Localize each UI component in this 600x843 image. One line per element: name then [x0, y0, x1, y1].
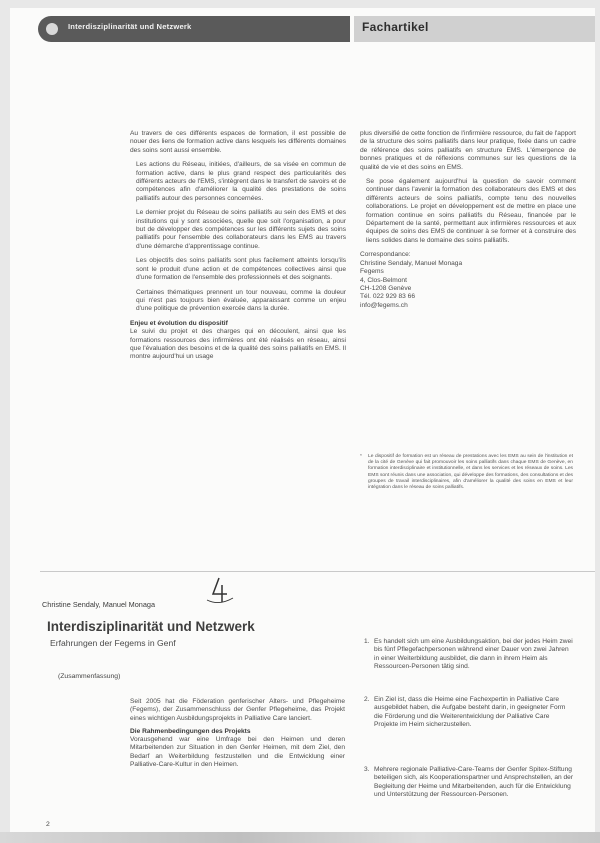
numbered-item [364, 638, 574, 671]
footnote-text: Le dispositif de formation est un réseau de prestations avec les EMS au sein de l'institution et de la cité de Genève qui fait promouvoir les soins palliatifs dans chaque EMS de Genève, en formation interdisciplinaire et institutionnelle, et dans les services et les réseaux de soins. Les EMS sont réunis dans une association, qui développe des formations, des consultations et des groupes de travail interdisciplinaires, afin d'améliorer la qualité des soins en EMS et leur intégration dans le réseau de soins palliatifs. [368, 454, 573, 491]
paragraph: Vorausgehend war eine Umfrage bei den Heimen und deren Mitarbeitenden zur Situation in den Genfer Heimen, mit dem Ziel, den Bedarf an Weiterbildung festzustellen und die Entwicklung einer Palliative-Care-Kultur in den Heimen. [130, 736, 345, 769]
contact-label: Correspondance: [360, 251, 411, 259]
paragraph: Seit 2005 hat die Föderation genferischer Alters- und Pflegeheime (Fegems), der Zusammenschluss der Genfer Pflegeheime, das Projekt eines wichtigen Ausbildungsprojekts in Palliative Care lanciert. [130, 698, 345, 722]
contact-name: Christine Sendaly, Manuel Monaga [360, 259, 463, 267]
footnote: * Le dispositif de formation est un réseau de prestations avec les EMS au sein de l'institution et de la cité de Genève qui fait promouvoir les soins palliatifs dans chaque EMS de Genève, en formation interdisciplinaire et institutionnelle, et dans les services et les réseaux de soins. Les EMS sont réunis dans une association, qui développe des formations, des consultations et des groupes de travail interdisciplinaires, afin d'améliorer la qualité des soins en EMS et leur intégration dans le réseau de soins palliatifs. [360, 454, 573, 491]
paragraph: Certaines thématiques prennent un tour nouveau, comme la douleur qui n'est pas toujours bien évaluée, apparaissant comme un enjeu d'une politique de prévention exercée dans la durée. [136, 288, 346, 313]
paragraph: Au travers de ces différents espaces de formation, il est possible de nouer des liens de formation active dans lesquels les différents domaines des soins sont aussi ensemble. [130, 130, 346, 154]
section-divider [40, 571, 595, 572]
category-label: Fachartikel [362, 20, 429, 34]
item-text: Es handelt sich um eine Ausbildungsaktion, bei der jedes Heim zwei bis fünf Pflegefachpersonen während einer Dauer von zwei Jahren in einer Weiterbildung ausbildet, die dann in ihrem Heim als Ressourcen-Personen tätig sind. [374, 638, 573, 670]
bullet-dot-icon [46, 23, 58, 35]
contact-email: info@fegems.ch [360, 301, 408, 309]
paragraph: Se pose également aujourd'hui la question de savoir comment continuer dans l'avenir la formation des collaborateurs des EMS et des différents acteurs de soins palliatifs, compte tenu des nouvelles collaborations. Le projet en développement est de mettre en place une formation continue en soins palliatifs du Réseau, financée par le Département de la santé, permettant aux infirmières ressources et aux équipes de soins des EMS de continuer à se former et à construire des liens solides dans le domaine des soins palliatifs. [366, 178, 576, 244]
summary-label: (Zusammenfassung) [58, 673, 121, 680]
item-number: 1. [364, 638, 370, 645]
article-title: Interdisziplinarität und Netzwerk [47, 619, 255, 634]
header-bar [10, 16, 595, 44]
page-number: 2 [46, 821, 50, 828]
section-heading: Enjeu et évolution du dispositif [130, 319, 228, 327]
item-number: 2. [364, 696, 370, 703]
item-text: Ein Ziel ist, dass die Heime eine Fachexpertin in Palliative Care ausgebildet haben, die Aufgabe besteht darin, in geeigneter Form die Förderung und die Weiterentwicklung der Palliative Care Projekte im Heim sicherzustellen. [374, 696, 566, 728]
author-line: Christine Sendaly, Manuel Monaga [42, 600, 156, 609]
article-column-left [130, 130, 346, 368]
summary-column-left [130, 698, 345, 774]
paragraph: Les actions du Réseau, initiées, d'ailleurs, de sa visée en commun de formation active, dans le plus grand respect des particularités des différents acteurs de l'EMS, s'intègrent dans le transfert de savoirs et de compétences afin d'améliorer la qualité des prestations de soins palliatifs autour des personnes concernées. [136, 161, 346, 202]
contact-phone: Tél. 022 929 83 66 [360, 293, 415, 301]
publication-logo-icon [205, 576, 235, 606]
item-number: 3. [364, 766, 370, 773]
contact-address: 4, Clos-Belmont [360, 276, 407, 284]
paragraph: Les objectifs des soins palliatifs sont plus facilement atteints lorsqu'ils sont le produit d'une action et de compétences collectives ainsi que d'une formation de l'ensemble des professionnels et des soignants. [136, 257, 346, 282]
item-text: Mehrere regionale Palliative-Care-Teams der Genfer Spitex-Stiftung beteiligen sich, als Kooperationspartner und Ansprechstellen, an der Begleitung der Heime und Mitarbeitenden, auch für die Entwicklung und Unterstützung der Ressourcen-Personen. [374, 766, 574, 798]
paragraph: Le dernier projet du Réseau de soins palliatifs au sein des EMS et des institutions qui y sont associées, quelle que soit l'organisation, a pour but de développer des compétences sur les différents sujets des soins palliatifs pour l'ensemble des collaborateurs dans les EMS au travers d'une démarche d'apprentissage continue. [136, 209, 346, 250]
numbered-item [364, 766, 574, 799]
document-page [10, 8, 595, 840]
contact-city: CH-1208 Genève [360, 284, 412, 292]
paragraph: Le suivi du projet et des charges qui en découlent, ainsi que les formations ressources des infirmières ont été réalisés en réseau, ainsi que l'évaluation des besoins et de la qualité des soins palliatifs en EMS. Il montre aujourd'hui un usage [130, 328, 346, 361]
article-column-right [360, 130, 576, 310]
section-title: Interdisziplinarität und Netzwerk [68, 22, 192, 31]
article-subtitle: Erfahrungen der Fegems in Genf [50, 638, 176, 648]
contact-org: Fegems [360, 268, 384, 276]
scan-edge [0, 832, 600, 843]
section-heading: Die Rahmenbedingungen des Projekts [130, 727, 251, 735]
paragraph: plus diversifié de cette fonction de l'infirmière ressource, du fait de l'apport de la structure des soins palliatifs dans leur pratique, fixée dans un cadre de référence des soins palliatifs en structure EMS. L'émergence de bonnes pratiques et de réflexions communes sur les questions de la qualité de vie et des soins en EMS. [360, 130, 576, 171]
numbered-item [364, 696, 574, 729]
